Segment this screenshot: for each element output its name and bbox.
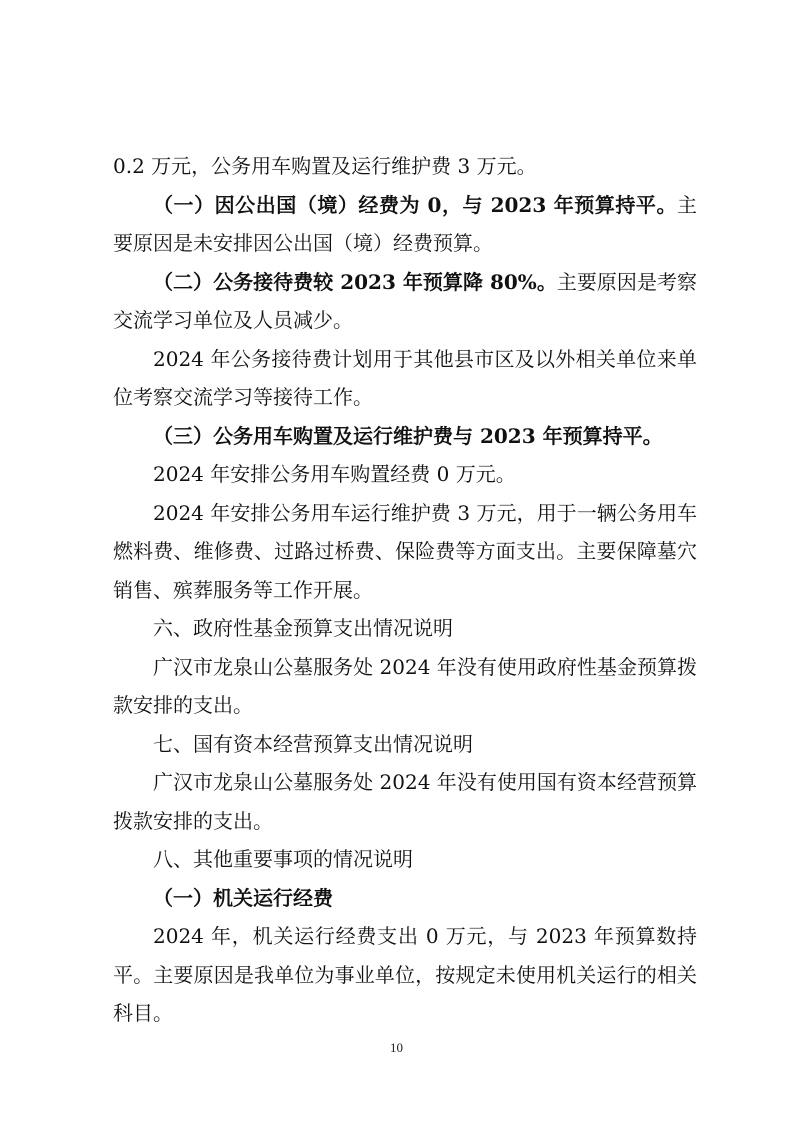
vehicle-expense-heading: （三）公务用车购置及运行维护费与 2023 年预算持平。 (153, 423, 663, 448)
subheading-operating-expense: （一）机关运行经费 (153, 885, 333, 910)
page-number: 10 (390, 1040, 403, 1055)
reception-expense-heading: （二）公务接待费较 2023 年预算降 80%。 (153, 269, 557, 294)
paragraph-state-capital: 广汉市龙泉山公墓服务处 2024 年没有使用国有资本经营预算拨款安排的支出。 (113, 770, 697, 833)
section-heading-fund-budget: 六、政府性基金预算支出情况说明 (153, 616, 453, 640)
section-heading-state-capital: 七、国有资本经营预算支出情况说明 (153, 731, 473, 756)
section-heading-other-matters: 八、其他重要事项的情况说明 (153, 847, 413, 871)
paragraph-reception-plan: 2024 年公务接待费计划用于其他县市区及以外相关单位来单位考察交流学习等接待工作。 (113, 346, 697, 409)
overseas-expense-heading: （一）因公出国（境）经费为 0，与 2023 年预算持平。 (153, 192, 677, 217)
paragraph-vehicle-maintenance: 2024 年安排公务用车运行维护费 3 万元，用于一辆公务用车燃料费、维修费、过路过桥费、保险费等方面支出。主要保障墓穴销售、殡葬服务等工作开展。 (113, 500, 697, 602)
paragraph-vehicle-purchase: 2024 年安排公务用车购置经费 0 万元。 (153, 462, 516, 486)
paragraph-fund-budget: 广汉市龙泉山公墓服务处 2024 年没有使用政府性基金预算拨款安排的支出。 (113, 654, 697, 717)
overseas-expense-reason: 主要原因是未安排因公出国（境）经费预算。 (113, 192, 697, 255)
document-body (113, 147, 697, 1033)
paragraph-reception-expense (113, 263, 697, 340)
paragraph-overseas-expense (113, 186, 697, 263)
paragraph-vehicle-total: 0.2 万元，公务用车购置及运行维护费 3 万元。 (113, 154, 537, 178)
paragraph-operating-expense: 2024 年，机关运行经费支出 0 万元，与 2023 年预算数持平。主要原因是我单位为事业单位，按规定未使用机关运行的相关科目。 (113, 924, 697, 1025)
reception-expense-reason: 主要原因是考察交流学习单位及人员减少。 (113, 269, 698, 332)
